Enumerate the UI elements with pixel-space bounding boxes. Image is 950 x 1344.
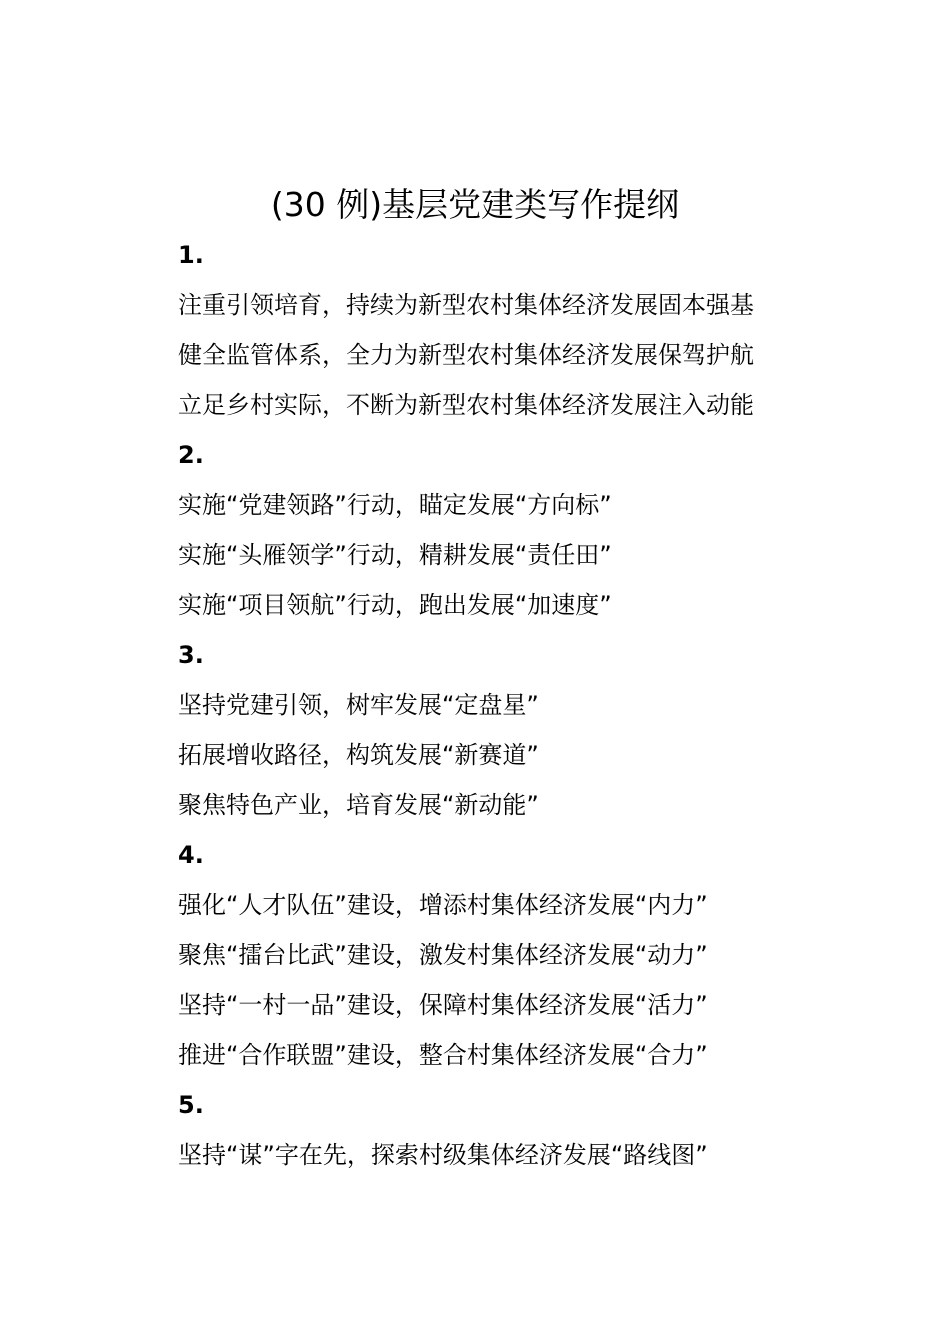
outline-item: 实施“党建领路”行动，瞄定发展“方向标” [178,491,612,519]
outline-item: 强化“人才队伍”建设，增添村集体经济发展“内力” [178,891,708,919]
outline-item: 实施“头雁领学”行动，精耕发展“责任田” [178,541,612,569]
outline-section-5 [178,1080,878,1180]
section-number: 1. [178,241,204,269]
outline-section-3 [178,630,878,830]
outline-item: 立足乡村实际，不断为新型农村集体经济发展注入动能 [178,391,754,419]
section-number: 3. [178,641,204,669]
outline-content [178,230,878,1180]
outline-item: 坚持“谋”字在先，探索村级集体经济发展“路线图” [178,1141,708,1169]
outline-item: 聚焦特色产业，培育发展“新动能” [178,791,539,819]
section-number: 2. [178,441,204,469]
outline-item: 实施“项目领航”行动，跑出发展“加速度” [178,591,612,619]
outline-item: 推进“合作联盟”建设，整合村集体经济发展“合力” [178,1041,708,1069]
outline-section-2 [178,430,878,630]
outline-item: 聚焦“擂台比武”建设，激发村集体经济发展“动力” [178,941,708,969]
section-number: 5. [178,1091,204,1119]
outline-item: 健全监管体系，全力为新型农村集体经济发展保驾护航 [178,341,754,369]
outline-item: 注重引领培育，持续为新型农村集体经济发展固本强基 [178,291,754,319]
outline-item: 坚持“一村一品”建设，保障村集体经济发展“活力” [178,991,708,1019]
section-number: 4. [178,841,204,869]
outline-section-4 [178,830,878,1080]
outline-item: 拓展增收路径，构筑发展“新赛道” [178,741,539,769]
document-title: (30 例)基层党建类写作提纲 [270,185,680,224]
outline-section-1 [178,230,878,430]
outline-item: 坚持党建引领，树牢发展“定盘星” [178,691,539,719]
